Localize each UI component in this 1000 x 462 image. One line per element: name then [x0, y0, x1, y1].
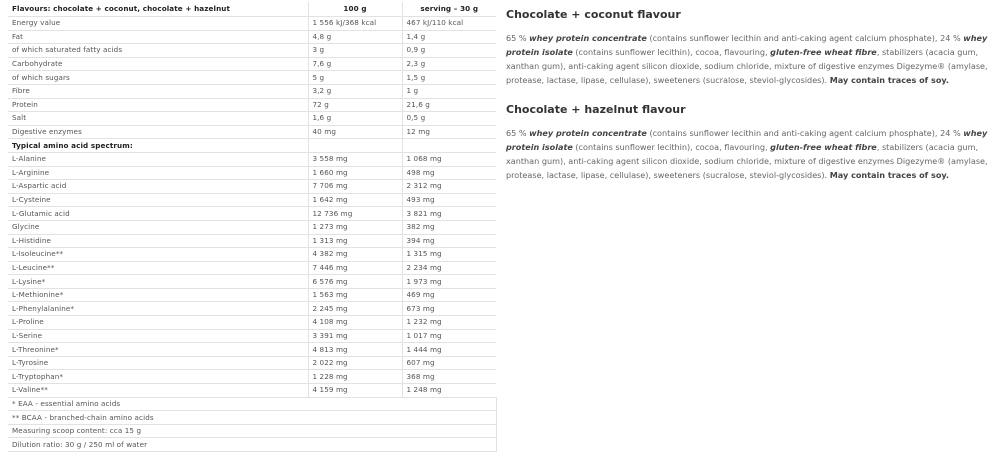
- nutrient-name: L-Tryptophan*: [8, 370, 308, 384]
- amino-row: [8, 193, 496, 207]
- table-row: [8, 84, 496, 98]
- value-per-serving: 493 mg: [402, 193, 496, 207]
- amino-row: [8, 370, 496, 384]
- nutrient-name: Fat: [8, 30, 308, 44]
- ingredient-text: (contains sunflower lecithin), cocoa, flavouring,: [572, 47, 771, 57]
- nutrient-name: L-Phenylalanine*: [8, 302, 308, 316]
- value-per-100g: 6 576 mg: [308, 275, 402, 289]
- table-row: [8, 125, 496, 139]
- nutrient-name: L-Tyrosine: [8, 356, 308, 370]
- value-per-serving: 3 821 mg: [402, 207, 496, 221]
- nutrient-name: Carbohydrate: [8, 57, 308, 71]
- value-per-100g: 1 273 mg: [308, 220, 402, 234]
- amino-row: [8, 316, 496, 330]
- nutrient-name: L-Aspartic acid: [8, 180, 308, 194]
- footnote: Measuring scoop content: cca 15 g: [8, 424, 496, 438]
- value-per-serving: 498 mg: [402, 166, 496, 180]
- nutrient-name: Digestive enzymes: [8, 125, 308, 139]
- nutrient-name: L-Proline: [8, 316, 308, 330]
- value-per-serving: 1 g: [402, 84, 496, 98]
- nutrient-name: L-Methionine*: [8, 288, 308, 302]
- value-per-100g: 4 382 mg: [308, 248, 402, 262]
- value-per-100g: 4 813 mg: [308, 343, 402, 357]
- value-per-serving: 21,6 g: [402, 98, 496, 112]
- footnote: ** BCAA - branched-chain amino acids: [8, 411, 496, 425]
- nutrient-name: Protein: [8, 98, 308, 112]
- nutrient-name: Salt: [8, 112, 308, 126]
- amino-row: [8, 288, 496, 302]
- nutrient-name: L-Alanine: [8, 152, 308, 166]
- amino-heading-row: [8, 139, 496, 153]
- ingredient-text: (contains sunflower lecithin and anti-caking agent calcium phosphate), 24 %: [646, 33, 964, 43]
- amino-heading: Typical amino acid spectrum:: [8, 139, 308, 153]
- amino-row: [8, 152, 496, 166]
- value-per-serving: 2,3 g: [402, 57, 496, 71]
- amino-row: [8, 207, 496, 221]
- value-per-100g: 3,2 g: [308, 84, 402, 98]
- nutrient-name: of which saturated fatty acids: [8, 44, 308, 58]
- value-per-serving: 1 248 mg: [402, 384, 496, 398]
- header-per-100g: 100 g: [308, 2, 402, 17]
- value-per-serving: 1 444 mg: [402, 343, 496, 357]
- ingredients-text: [506, 126, 992, 182]
- amino-row: [8, 343, 496, 357]
- value-per-100g: 3 558 mg: [308, 152, 402, 166]
- value-per-serving: 0,5 g: [402, 112, 496, 126]
- value-per-serving: 1 973 mg: [402, 275, 496, 289]
- value-per-100g: 7,6 g: [308, 57, 402, 71]
- nutrient-name: L-Arginine: [8, 166, 308, 180]
- nutrient-name: L-Serine: [8, 329, 308, 343]
- table-row: [8, 57, 496, 71]
- value-per-100g: 72 g: [308, 98, 402, 112]
- note-row: [8, 438, 496, 452]
- value-per-100g: 1 660 mg: [308, 166, 402, 180]
- value-per-serving: 467 kJ/110 kcal: [402, 17, 496, 31]
- value-per-100g: 3 391 mg: [308, 329, 402, 343]
- ingredient-text: , stabilizers (acacia gum, xanthan gum), anti-caking agent silicon dioxide, sodium chloride, mixture of digestive enzymes Digezyme® (amylase, protease, lactase, lipase, cellulase), sweeteners (sucralose, steviol-glycosides).: [506, 142, 988, 180]
- value-per-100g: 1 563 mg: [308, 288, 402, 302]
- nutrient-name: L-Leucine**: [8, 261, 308, 275]
- allergen-warning: May contain traces of soy.: [829, 170, 949, 180]
- table-row: [8, 30, 496, 44]
- amino-row: [8, 180, 496, 194]
- value-per-100g: 1 556 kJ/368 kcal: [308, 17, 402, 31]
- nutrient-name: L-Lysine*: [8, 275, 308, 289]
- allergen-warning: May contain traces of soy.: [829, 75, 949, 85]
- ingredient-text: (contains sunflower lecithin), cocoa, flavouring,: [572, 142, 771, 152]
- value-per-100g: 40 mg: [308, 125, 402, 139]
- value-per-serving: 607 mg: [402, 356, 496, 370]
- ingredient-text: (contains sunflower lecithin and anti-caking agent calcium phosphate), 24 %: [646, 128, 964, 138]
- nutrient-name: Fibre: [8, 84, 308, 98]
- ingredient-text: 65 %: [506, 33, 530, 43]
- nutrient-name: L-Valine**: [8, 384, 308, 398]
- amino-row: [8, 220, 496, 234]
- flavour-chocolate-hazelnut: [506, 103, 992, 182]
- footnote: Dilution ratio: 30 g / 250 ml of water: [8, 438, 496, 452]
- value-per-serving: 469 mg: [402, 288, 496, 302]
- amino-row: [8, 261, 496, 275]
- value-per-100g: 7 706 mg: [308, 180, 402, 194]
- value-per-100g: 1 313 mg: [308, 234, 402, 248]
- value-per-serving: 394 mg: [402, 234, 496, 248]
- value-per-100g: 4 159 mg: [308, 384, 402, 398]
- table-header-row: [8, 2, 496, 17]
- value-per-100g: 1,6 g: [308, 112, 402, 126]
- value-per-serving: 1 315 mg: [402, 248, 496, 262]
- amino-row: [8, 302, 496, 316]
- ingredient-highlight: whey protein concentrate: [529, 33, 647, 43]
- ingredient-text: , stabilizers (acacia gum, xanthan gum), anti-caking agent silicon dioxide, sodium chloride, mixture of digestive enzymes Digezyme® (amylase, protease, lactase, lipase, cellulase), sweeteners (sucralose, steviol-glycosides).: [506, 47, 988, 85]
- amino-row: [8, 384, 496, 398]
- value-per-serving: 382 mg: [402, 220, 496, 234]
- value-per-100g: 4 108 mg: [308, 316, 402, 330]
- nutrient-name: Energy value: [8, 17, 308, 31]
- flavour-title: Chocolate + hazelnut flavour: [506, 103, 686, 116]
- table-row: [8, 17, 496, 31]
- value-per-100g: 12 736 mg: [308, 207, 402, 221]
- ingredient-highlight: gluten-free wheat fibre: [770, 142, 877, 152]
- amino-row: [8, 248, 496, 262]
- note-row: [8, 424, 496, 438]
- value-per-100g: 1 642 mg: [308, 193, 402, 207]
- value-per-serving: 0,9 g: [402, 44, 496, 58]
- nutrient-name: L-Glutamic acid: [8, 207, 308, 221]
- ingredient-highlight: whey protein concentrate: [529, 128, 647, 138]
- value-per-serving: 2 234 mg: [402, 261, 496, 275]
- note-row: [8, 411, 496, 425]
- nutrient-name: L-Cysteine: [8, 193, 308, 207]
- amino-row: [8, 234, 496, 248]
- nutrient-name: of which sugars: [8, 71, 308, 85]
- value-per-serving: 2 312 mg: [402, 180, 496, 194]
- header-flavours: Flavours: chocolate + coconut, chocolate + hazelnut: [8, 2, 308, 17]
- nutrition-table: [8, 2, 497, 452]
- value-per-serving: 12 mg: [402, 125, 496, 139]
- amino-row: [8, 329, 496, 343]
- value-per-serving: 1 017 mg: [402, 329, 496, 343]
- ingredient-text: 65 %: [506, 128, 530, 138]
- ingredient-highlight: whey protein isolate: [506, 128, 988, 152]
- value-per-serving: 1 232 mg: [402, 316, 496, 330]
- value-per-100g: 1 228 mg: [308, 370, 402, 384]
- flavour-title: Chocolate + coconut flavour: [506, 8, 681, 21]
- nutrient-name: L-Histidine: [8, 234, 308, 248]
- value-per-100g: 2 022 mg: [308, 356, 402, 370]
- table-body: [8, 17, 496, 452]
- amino-row: [8, 356, 496, 370]
- nutrient-name: L-Isoleucine**: [8, 248, 308, 262]
- table-row: [8, 112, 496, 126]
- footnote: * EAA - essential amino acids: [8, 397, 496, 411]
- nutrient-name: L-Threonine*: [8, 343, 308, 357]
- value-per-serving: 368 mg: [402, 370, 496, 384]
- flavour-chocolate-coconut: [506, 8, 992, 87]
- amino-row: [8, 166, 496, 180]
- header-per-serving: serving – 30 g: [402, 2, 496, 17]
- ingredient-highlight: whey protein isolate: [506, 33, 988, 57]
- ingredient-highlight: gluten-free wheat fibre: [770, 47, 877, 57]
- value-per-100g: 7 446 mg: [308, 261, 402, 275]
- table-row: [8, 71, 496, 85]
- value-per-100g: 2 245 mg: [308, 302, 402, 316]
- note-row: [8, 397, 496, 411]
- value-per-serving: 1,5 g: [402, 71, 496, 85]
- value-per-100g: 4,8 g: [308, 30, 402, 44]
- value-per-serving: 1 068 mg: [402, 152, 496, 166]
- ingredients-text: [506, 31, 992, 87]
- value-per-100g: 3 g: [308, 44, 402, 58]
- nutrient-name: Glycine: [8, 220, 308, 234]
- empty-cell: [402, 139, 496, 153]
- table-row: [8, 98, 496, 112]
- table-row: [8, 44, 496, 58]
- value-per-100g: 5 g: [308, 71, 402, 85]
- value-per-serving: 673 mg: [402, 302, 496, 316]
- value-per-serving: 1,4 g: [402, 30, 496, 44]
- amino-row: [8, 275, 496, 289]
- empty-cell: [308, 139, 402, 153]
